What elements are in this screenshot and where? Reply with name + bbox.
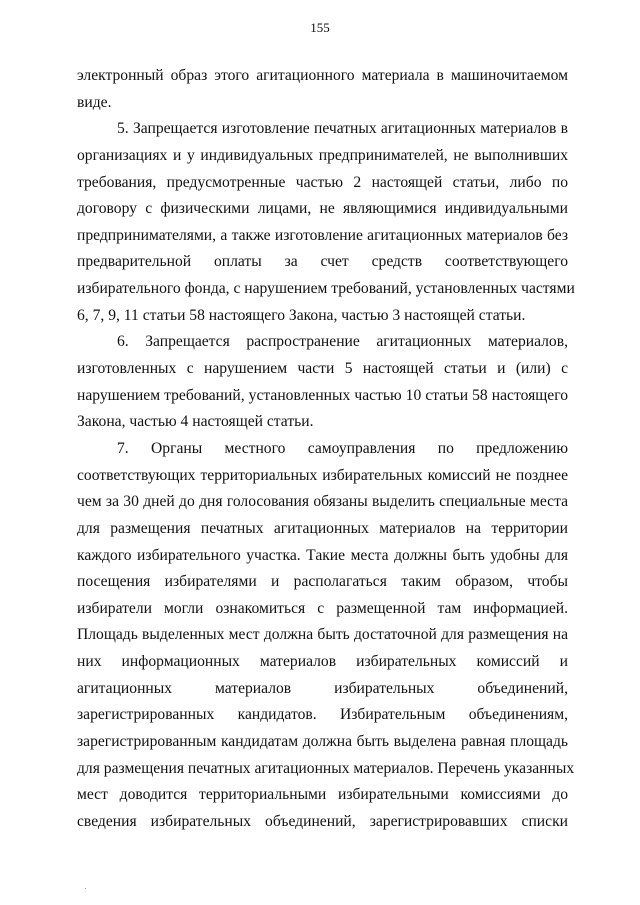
text-line: договору с физическими лицами, не являющимися индивидуальными <box>77 200 568 218</box>
page-number: 155 <box>310 20 330 35</box>
text-line: соответствующих территориальных избирательных комиссий не позднее <box>77 466 568 484</box>
text-line: электронный образ этого агитационного материала в машиночитаемом <box>77 67 568 84</box>
paragraph-first-line: 6. Запрещается распространение агитационных материалов, <box>117 333 568 351</box>
text-line: для размещения печатных агитационных материалов на территории <box>77 519 568 537</box>
text-line: зарегистрированным кандидатам должна быть выделена равная площадь <box>77 733 568 751</box>
text-line: требования, предусмотренные частью 2 настоящей статьи, либо по <box>77 173 568 191</box>
text-line: мест доводится территориальными избирательными комиссиями до <box>77 786 568 804</box>
text-line: изготовленных с нарушением части 5 настоящей статьи и (или) с <box>77 360 568 378</box>
text-line: 6, 7, 9, 11 статьи 58 настоящего Закона, частью 3 настоящей статьи. <box>77 306 526 324</box>
text-line: агитационных материалов избирательных объединений, <box>77 679 568 697</box>
text-line: чем за 30 дней до дня голосования обязаны выделить специальные места <box>77 493 568 511</box>
text-line: Площадь выделенных мест должна быть достаточной для размещения на <box>77 626 568 644</box>
text-line: виде. <box>77 93 112 111</box>
text-line: Закона, частью 4 настоящей статьи. <box>77 413 314 431</box>
text-line: зарегистрированных кандидатов. Избирательным объединениям, <box>77 706 568 724</box>
text-line: для размещения печатных агитационных материалов. Перечень указанных <box>77 759 575 777</box>
text-line: избиратели могли ознакомиться с размещенной там информацией. <box>77 599 568 617</box>
text-line: них информационных материалов избирательных комиссий и <box>77 653 568 671</box>
paragraph-first-line: 7. Органы местного самоуправления по предложению <box>117 439 568 457</box>
text-line: предварительной оплаты за счет средств соответствующего <box>77 253 568 271</box>
document-body <box>77 63 575 836</box>
text-line: избирательного фонда, с нарушением требований, установленных частями <box>77 280 575 298</box>
text-line: посещения избирателями и располагаться таким образом, чтобы <box>77 573 568 591</box>
scan-artifact <box>85 888 86 889</box>
text-line: каждого избирательного участка. Такие места должны быть удобны для <box>77 546 568 564</box>
text-line: нарушением требований, установленных частью 10 статьи 58 настоящего <box>77 386 568 404</box>
text-line: сведения избирательных объединений, зарегистрировавших списки <box>77 812 568 830</box>
text-line: организациях и у индивидуальных предпринимателей, не выполнивших <box>77 146 568 164</box>
text-line: предпринимателями, а также изготовление агитационных материалов без <box>77 226 568 244</box>
paragraph-first-line: 5. Запрещается изготовление печатных агитационных материалов в <box>117 120 568 138</box>
